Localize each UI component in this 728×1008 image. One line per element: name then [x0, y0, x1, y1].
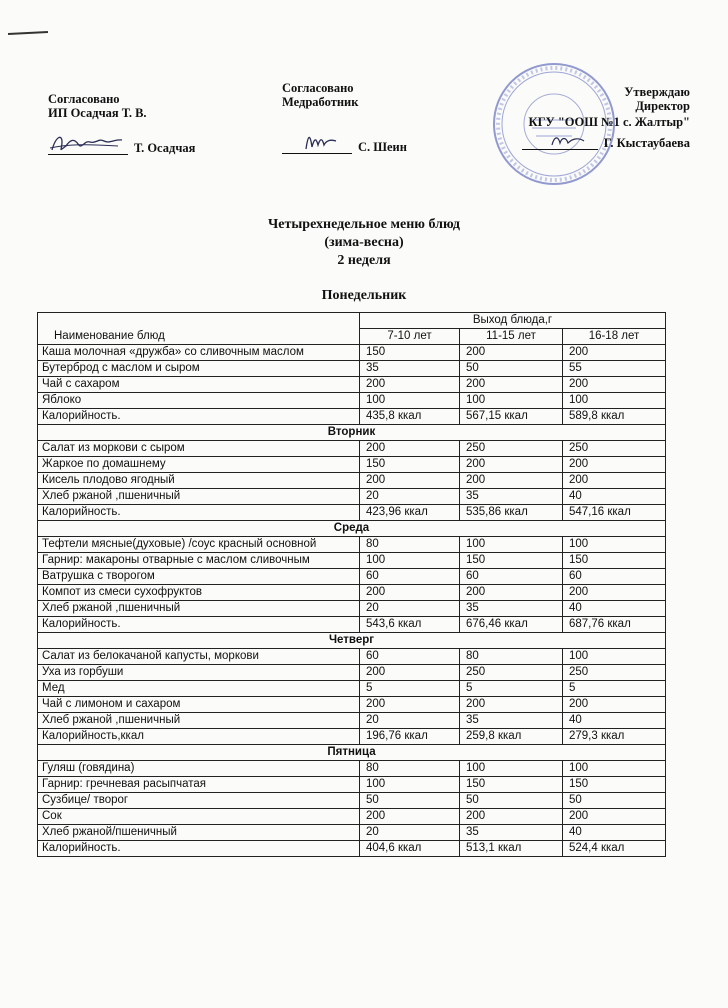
table-row: [38, 601, 666, 617]
approval-left-agreed: Согласовано: [48, 92, 120, 106]
table-row: [38, 841, 666, 857]
portion-value: 40: [563, 489, 666, 505]
dish-name: Чай с сахаром: [38, 377, 360, 393]
day-name: Четверг: [38, 633, 666, 649]
portion-value: 55: [563, 361, 666, 377]
portion-value: 150: [460, 777, 563, 793]
portion-value: 35: [460, 601, 563, 617]
portion-value: 100: [460, 393, 563, 409]
approval-right: [470, 85, 690, 150]
portion-value: 80: [460, 649, 563, 665]
approval-right-signer: Г. Кыстаубаева: [603, 136, 690, 150]
table-row: [38, 777, 666, 793]
table-row: [38, 505, 666, 521]
table-row: [38, 457, 666, 473]
signature-shein: [282, 131, 352, 153]
portion-value: 200: [563, 457, 666, 473]
table-row: [38, 649, 666, 665]
header-output: Выход блюда,г: [360, 313, 666, 329]
table-row: [38, 761, 666, 777]
table-row: [38, 345, 666, 361]
table-row: [38, 617, 666, 633]
portion-value: 200: [460, 473, 563, 489]
portion-value: 200: [360, 697, 460, 713]
portion-value: 200: [563, 809, 666, 825]
portion-value: 200: [360, 665, 460, 681]
portion-value: 35: [460, 825, 563, 841]
approval-left-signer: Т. Осадчая: [134, 141, 196, 155]
table-row: [38, 729, 666, 745]
portion-value: 200: [360, 473, 460, 489]
portion-value: 5: [460, 681, 563, 697]
portion-value: 150: [360, 345, 460, 361]
portion-value: 35: [460, 713, 563, 729]
portion-value: 40: [563, 601, 666, 617]
portion-value: 60: [360, 649, 460, 665]
portion-value: 435,8 ккал: [360, 409, 460, 425]
portion-value: 20: [360, 601, 460, 617]
portion-value: 543,6 ккал: [360, 617, 460, 633]
portion-value: 200: [460, 697, 563, 713]
day-name: Среда: [38, 521, 666, 537]
dish-name: Компот из смеси сухофруктов: [38, 585, 360, 601]
header-age-group: 11-15 лет: [460, 329, 563, 345]
portion-value: 200: [360, 809, 460, 825]
table-row: [38, 809, 666, 825]
table-row: [38, 585, 666, 601]
dish-name: Мед: [38, 681, 360, 697]
portion-value: 150: [360, 457, 460, 473]
header-age-group: 7-10 лет: [360, 329, 460, 345]
portion-value: 404,6 ккал: [360, 841, 460, 857]
portion-value: 250: [460, 665, 563, 681]
portion-value: 80: [360, 537, 460, 553]
day-header-row: [38, 521, 666, 537]
portion-value: 200: [563, 697, 666, 713]
signature-line: [522, 131, 598, 150]
portion-value: 60: [460, 569, 563, 585]
portion-value: 200: [460, 457, 563, 473]
header-dish-name: Наименование блюд: [38, 313, 360, 345]
portion-value: 200: [360, 441, 460, 457]
approval-middle-signer: С. Шеин: [358, 140, 407, 154]
portion-value: 5: [563, 681, 666, 697]
portion-value: 100: [563, 761, 666, 777]
day-name: Вторник: [38, 425, 666, 441]
portion-value: 196,76 ккал: [360, 729, 460, 745]
portion-value: 150: [563, 553, 666, 569]
day-header-row: [38, 745, 666, 761]
dish-name: Калорийность.: [38, 841, 360, 857]
dish-name: Хлеб ржаной ,пшеничный: [38, 601, 360, 617]
portion-value: 100: [360, 777, 460, 793]
approval-right-role: Директор: [635, 99, 690, 113]
portion-value: 200: [460, 585, 563, 601]
week-title: 2 неделя: [337, 253, 391, 268]
portion-value: 50: [563, 793, 666, 809]
portion-value: 524,4 ккал: [563, 841, 666, 857]
portion-value: 150: [563, 777, 666, 793]
portion-value: 80: [360, 761, 460, 777]
table-row: [38, 377, 666, 393]
portion-value: 100: [563, 537, 666, 553]
portion-value: 250: [563, 665, 666, 681]
table-row: [38, 569, 666, 585]
portion-value: 200: [460, 345, 563, 361]
signature-osadchaya: [48, 132, 128, 154]
dish-name: Гуляш (говядина): [38, 761, 360, 777]
dish-name: Бутерброд с маслом и сыром: [38, 361, 360, 377]
portion-value: 259,8 ккал: [460, 729, 563, 745]
season-title: (зима-весна): [324, 235, 404, 250]
day-header-row: [38, 633, 666, 649]
approval-middle: [282, 81, 462, 154]
portion-value: 200: [460, 377, 563, 393]
day-title: Понедельник: [321, 288, 407, 303]
portion-value: 35: [360, 361, 460, 377]
table-row: [38, 713, 666, 729]
portion-value: 547,16 ккал: [563, 505, 666, 521]
portion-value: 100: [460, 761, 563, 777]
scan-mark: [8, 31, 48, 35]
portion-value: 279,3 ккал: [563, 729, 666, 745]
portion-value: 687,76 ккал: [563, 617, 666, 633]
dish-name: Кисель плодово ягодный: [38, 473, 360, 489]
portion-value: 676,46 ккал: [460, 617, 563, 633]
portion-value: 40: [563, 825, 666, 841]
dish-name: Яблоко: [38, 393, 360, 409]
portion-value: 513,1 ккал: [460, 841, 563, 857]
dish-name: Каша молочная «дружба» со сливочным маслом: [38, 345, 360, 361]
portion-value: 150: [460, 553, 563, 569]
portion-value: 200: [563, 377, 666, 393]
table-row: [38, 793, 666, 809]
portion-value: 200: [563, 473, 666, 489]
table-row: [38, 441, 666, 457]
portion-value: 50: [460, 793, 563, 809]
portion-value: 567,15 ккал: [460, 409, 563, 425]
approval-right-org: КГУ "ООШ №1 с. Жалтыр": [528, 115, 690, 129]
dish-name: Гарнир: гречневая расыпчатая: [38, 777, 360, 793]
portion-value: 100: [460, 537, 563, 553]
dish-name: Салат из белокачаной капусты, моркови: [38, 649, 360, 665]
portion-value: 60: [360, 569, 460, 585]
dish-name: Уха из горбуши: [38, 665, 360, 681]
dish-name: Жаркое по домашнему: [38, 457, 360, 473]
table-row: [38, 537, 666, 553]
table-row: [38, 553, 666, 569]
dish-name: Гарнир: макароны отварные с маслом сливочным: [38, 553, 360, 569]
portion-value: 100: [563, 393, 666, 409]
header-age-group: 16-18 лет: [563, 329, 666, 345]
dish-name: Калорийность,ккал: [38, 729, 360, 745]
dish-name: Сок: [38, 809, 360, 825]
approval-left: [48, 92, 248, 155]
day-name: Пятница: [38, 745, 666, 761]
portion-value: 5: [360, 681, 460, 697]
approval-middle-role: Медработник: [282, 95, 359, 109]
portion-value: 200: [360, 377, 460, 393]
dish-name: Салат из моркови с сыром: [38, 441, 360, 457]
table-row: [38, 393, 666, 409]
portion-value: 60: [563, 569, 666, 585]
portion-value: 100: [563, 649, 666, 665]
dish-name: Калорийность.: [38, 409, 360, 425]
table-row: [38, 361, 666, 377]
dish-name: Ватрушка с творогом: [38, 569, 360, 585]
approval-right-approve: Утверждаю: [624, 85, 690, 99]
dish-name: Хлеб ржаной/пшеничный: [38, 825, 360, 841]
signature-line: [48, 134, 128, 155]
table-row: [38, 681, 666, 697]
dish-name: Калорийность.: [38, 617, 360, 633]
portion-value: 200: [460, 809, 563, 825]
portion-value: 535,86 ккал: [460, 505, 563, 521]
dish-name: Хлеб ржаной ,пшеничный: [38, 489, 360, 505]
dish-name: Калорийность.: [38, 505, 360, 521]
portion-value: 250: [460, 441, 563, 457]
portion-value: 100: [360, 393, 460, 409]
portion-value: 20: [360, 825, 460, 841]
menu-title: Четырехнедельное меню блюд: [268, 217, 460, 232]
dish-name: Сузбице/ творог: [38, 793, 360, 809]
day-header-row: [38, 425, 666, 441]
portion-value: 200: [563, 345, 666, 361]
dish-name: Тефтели мясные(духовые) /соус красный основной: [38, 537, 360, 553]
table-row: [38, 665, 666, 681]
dish-name: Чай с лимоном и сахаром: [38, 697, 360, 713]
portion-value: 35: [460, 489, 563, 505]
signature-line: [282, 133, 352, 154]
portion-value: 100: [360, 553, 460, 569]
table-row: [38, 473, 666, 489]
portion-value: 40: [563, 713, 666, 729]
portion-value: 200: [563, 585, 666, 601]
signature-kystaubaeva: [522, 131, 598, 149]
portion-value: 50: [360, 793, 460, 809]
portion-value: 50: [460, 361, 563, 377]
portion-value: 589,8 ккал: [563, 409, 666, 425]
dish-name: Хлеб ржаной ,пшеничный: [38, 713, 360, 729]
table-row: [38, 697, 666, 713]
menu-table: [37, 312, 666, 857]
table-row: [38, 409, 666, 425]
portion-value: 250: [563, 441, 666, 457]
approval-left-name: ИП Осадчая Т. В.: [48, 106, 147, 120]
portion-value: 20: [360, 713, 460, 729]
table-row: [38, 825, 666, 841]
table-row: [38, 489, 666, 505]
portion-value: 200: [360, 585, 460, 601]
approval-middle-agreed: Согласовано: [282, 81, 354, 95]
portion-value: 423,96 ккал: [360, 505, 460, 521]
portion-value: 20: [360, 489, 460, 505]
